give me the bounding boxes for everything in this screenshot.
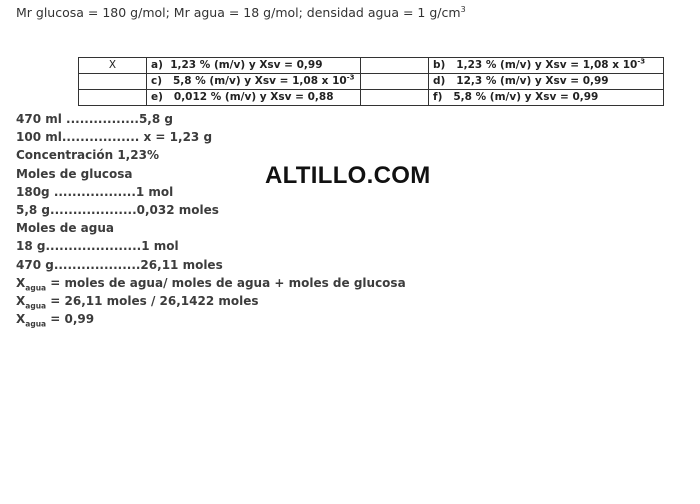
x-symbol: X [16, 293, 26, 308]
work-line [16, 274, 406, 292]
work-line [16, 292, 406, 310]
option-letter: e) [151, 91, 163, 103]
option-text: 1,23 % (m/v) y Xsv = 1,08 x 10 [456, 59, 638, 71]
work-line-text: = 0,99 [46, 312, 95, 327]
work-line-text: = moles de agua/ moles de agua + moles de glucosa [46, 275, 406, 290]
option-text: 5,8 % (m/v) y Xsv = 1,08 x 10 [173, 75, 347, 87]
x-subscript: agua [25, 301, 47, 311]
empty-cell [79, 90, 147, 106]
option-text: 1,23 % (m/v) y Xsv = 0,99 [170, 59, 323, 71]
work-line [16, 219, 406, 237]
option-sup: -3 [346, 73, 355, 82]
option-e [147, 90, 361, 106]
option-sup: -3 [637, 57, 646, 66]
work-line-text: 100 ml................. x = 1,23 g [16, 130, 213, 145]
option-a [147, 58, 361, 74]
work-line [16, 128, 406, 146]
option-text: 0,012 % (m/v) y Xsv = 0,88 [173, 91, 334, 103]
work-line-text: Concentración 1,23% [16, 148, 159, 163]
work-line-text: 18 g.....................1 mol [16, 239, 179, 254]
option-letter: c) [151, 75, 163, 87]
x-subscript: agua [25, 283, 47, 293]
header-superscript: 3 [460, 5, 466, 14]
work-line-text: 470 g...................26,11 moles [16, 257, 223, 272]
work-line [16, 110, 406, 128]
option-letter: b) [433, 59, 446, 71]
option-b [429, 58, 664, 74]
x-subscript: agua [25, 319, 47, 329]
work-line-text: = 26,11 moles / 26,1422 moles [46, 293, 259, 308]
watermark: ALTILLO.COM [265, 162, 431, 189]
options-row [79, 58, 664, 74]
option-letter: f) [433, 91, 443, 103]
work-line [16, 201, 406, 219]
work-line [16, 310, 406, 328]
empty-cell [361, 90, 429, 106]
option-d [429, 74, 664, 90]
work-line-text: Moles de agua [16, 221, 114, 236]
option-letter: d) [433, 75, 446, 87]
option-text: 12,3 % (m/v) y Xsv = 0,99 [456, 75, 609, 87]
empty-cell [361, 58, 429, 74]
work-line-text: 180g ..................1 mol [16, 184, 174, 199]
options-row [79, 74, 664, 90]
work-line [16, 237, 406, 255]
empty-cell [79, 74, 147, 90]
work-line-text: Moles de glucosa [16, 166, 133, 181]
option-c [147, 74, 361, 90]
options-row [79, 90, 664, 106]
solution-work [16, 110, 406, 328]
problem-header [16, 5, 466, 20]
option-f [429, 90, 664, 106]
empty-cell [361, 74, 429, 90]
x-symbol: X [16, 275, 26, 290]
option-text: 5,8 % (m/v) y Xsv = 0,99 [453, 91, 599, 103]
answer-options-table [78, 57, 664, 106]
work-line-text: 5,8 g...................0,032 moles [16, 202, 219, 217]
header-text: Mr glucosa = 180 g/mol; Mr agua = 18 g/mol; densidad agua = 1 g/cm [16, 5, 461, 21]
selected-mark: X [79, 58, 147, 74]
x-symbol: X [16, 312, 26, 327]
work-line [16, 256, 406, 274]
option-letter: a) [151, 59, 163, 71]
work-line-text: 470 ml ................5,8 g [16, 112, 173, 126]
